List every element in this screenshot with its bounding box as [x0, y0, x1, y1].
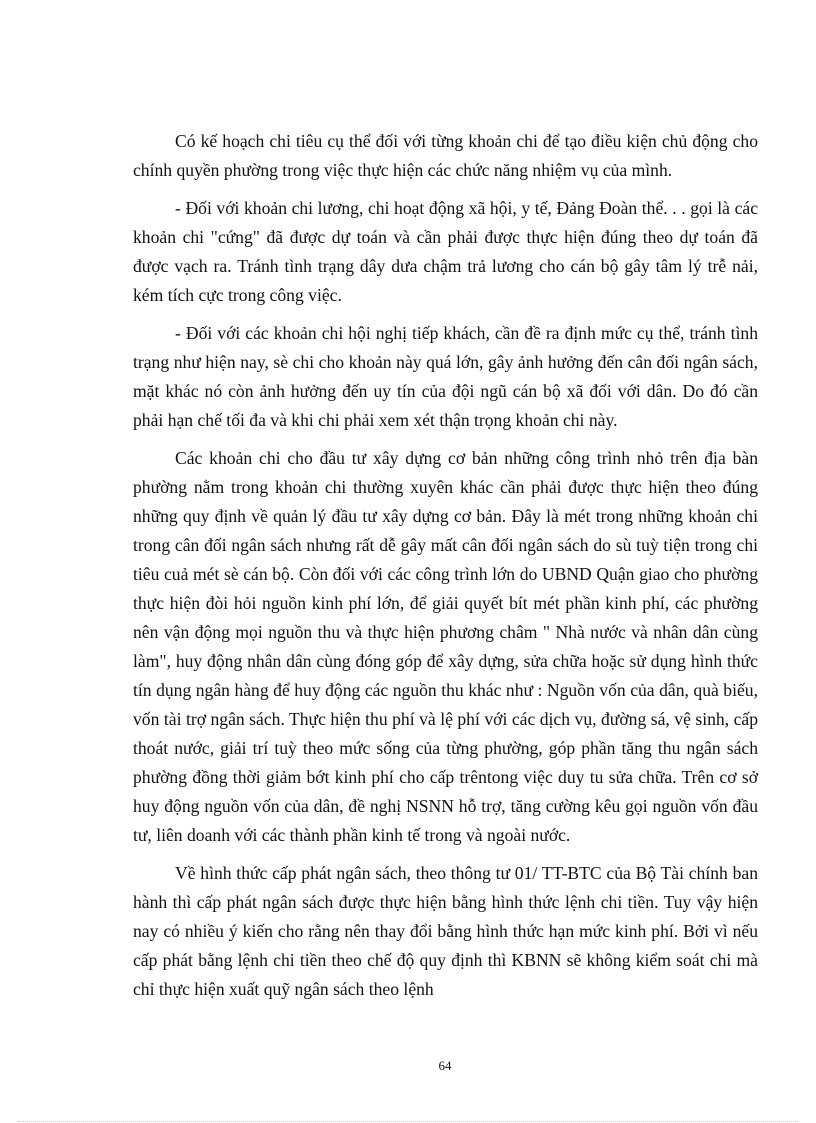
paragraph-spending-plan: Có kế hoạch chi tiêu cụ thể đối với từng khoản chi để tạo điều kiện chủ động cho chính quyền phường trong việc thực hiện các chức năng nhiệm vụ của mình.: [133, 131, 758, 180]
paragraph-capital-construction: Các khoản chi cho đầu tư xây dựng cơ bản những công trình nhỏ trên địa bàn phường nằm trong khoản chi thường xuyên khác cần phải được thực hiện theo đúng những quy định về quản lý đầu tư xây dựng cơ bản. Đây là mét trong những khoản chi trong cân đối ngân sách nhưng rất dễ gây mất cân đối ngân sách do sù tuỳ tiện trong chi tiêu cuả mét sè cán bộ. Còn đối với các công trình lớn do UBND Quận giao cho phường thực hiện đòi hỏi nguồn kinh phí lớn, để giải quyết bít mét phần kinh phí, các phường nên vận động mọi nguồn thu và thực hiện phương châm " Nhà nước và nhân dân cùng làm", huy động nhân dân cùng đóng góp để xây dựng, sửa chữa hoặc sử dụng hình thức tín dụng ngân hàng để huy động các nguồn thu khác như : Nguồn vốn của dân, quà biếu, vốn tài trợ ngân sách. Thực hiện thu phí và lệ phí với các dịch vụ, đường sá, vệ sinh, cấp thoát nước, giải trí tuỳ theo mức sống của từng phường, góp phần tăng thu ngân sách phường đồng thời giảm bớt kinh phí cho cấp trêntong việc duy tu sửa chữa. Trên cơ sở huy động nguồn vốn của dân, đề nghị NSNN hỗ trợ, tăng cường kêu gọi nguồn vốn đầu tư, liên doanh với các thành phần kinh tế trong và ngoài nước.: [133, 448, 758, 845]
page-bottom-divider: [18, 1121, 798, 1122]
page-number: 64: [438, 1058, 452, 1073]
body-text: [133, 127, 758, 1013]
paragraph-conference-expenses: - Đối với các khoản chi hội nghị tiếp khách, cần đề ra định mức cụ thể, tránh tình trạng như hiện nay, sè chi cho khoản này quá lớn, gây ảnh hưởng đến cân đối ngân sách, mặt khác nó còn ảnh hưởng đến uy tín của đội ngũ cán bộ xã đối với dân. Do đó cần phải hạn chế tối đa và khi chi phải xem xét thận trọng khoản chi này.: [133, 323, 758, 430]
paragraph-budget-allocation: Về hình thức cấp phát ngân sách, theo thông tư 01/ TT-BTC của Bộ Tài chính ban hành thì cấp phát ngân sách được thực hiện bằng hình thức lệnh chi tiền. Tuy vậy hiện nay có nhiều ý kiến cho rằng nên thay đổi bằng hình thức hạn mức kinh phí. Bởi vì nếu cấp phát bằng lệnh chi tiền theo chế độ quy định thì KBNN sẽ không kiểm soát chi mà chỉ thực hiện xuất quỹ ngân sách theo lệnh: [133, 863, 758, 999]
paragraph-salary-expenses: - Đối với khoản chi lương, chi hoạt động xã hội, y tế, Đảng Đoàn thể. . . gọi là các khoản chi "cứng" đã được dự toán và cần phải được thực hiện đúng theo dự toán đã được vạch ra. Tránh tình trạng dây dưa chậm trả lương cho cán bộ gây tâm lý trễ nải, kém tích cực trong công việc.: [133, 198, 758, 305]
